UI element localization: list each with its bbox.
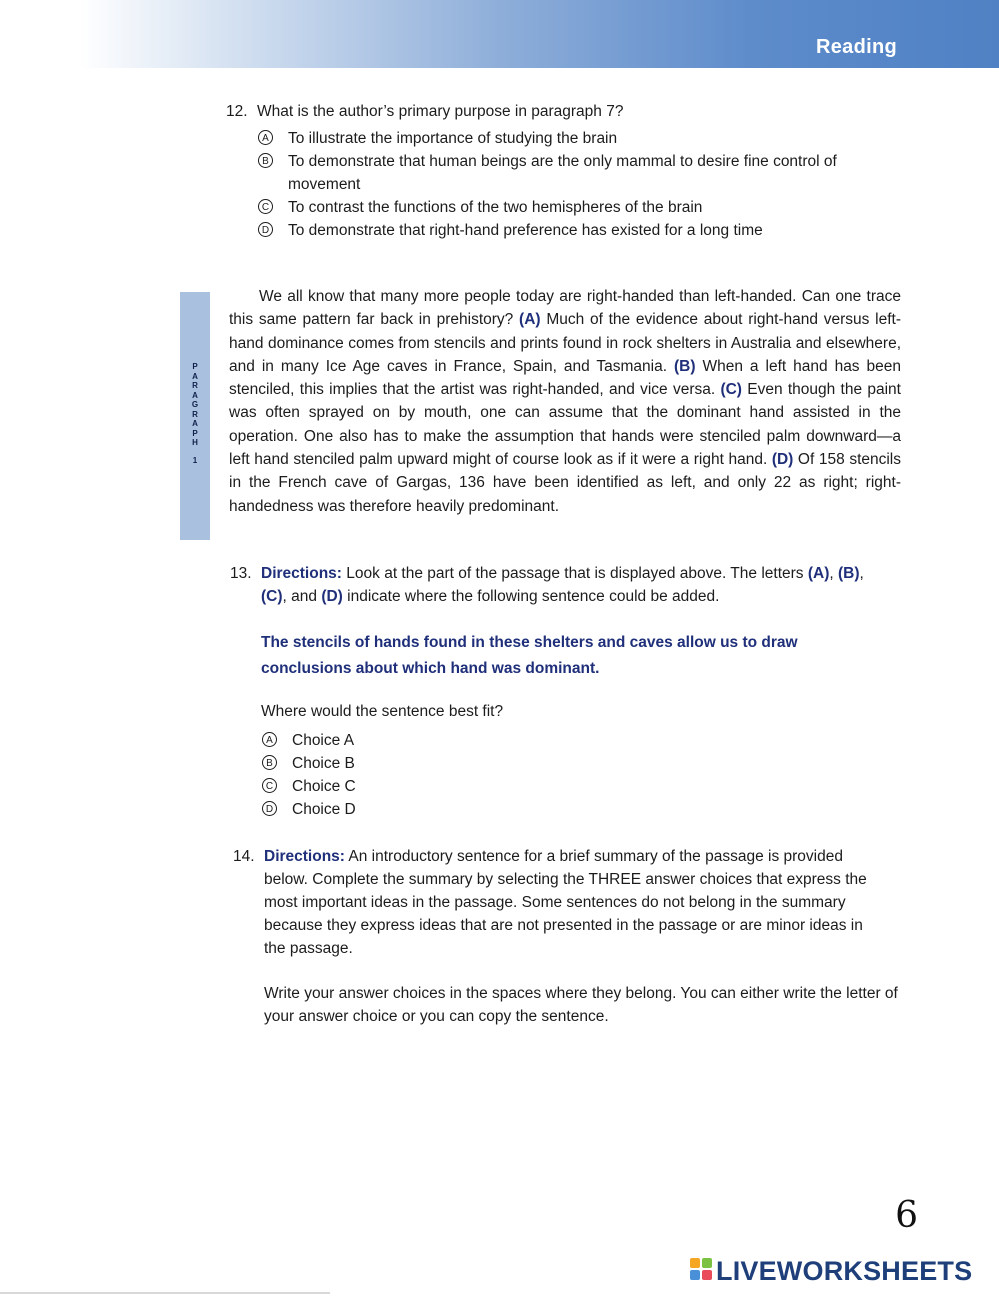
answer-instructions: Write your answer choices in the spaces where they belong. You can either write the letter of your answer choice or you can copy the sentence. — [264, 985, 898, 1025]
marker-ref: (B) — [838, 565, 860, 582]
label-letter: R — [192, 381, 198, 390]
question-text: What is the author’s primary purpose in paragraph 7? — [257, 103, 624, 120]
paragraph-side-label — [180, 292, 210, 540]
divider — [0, 1292, 330, 1294]
directions-label: Directions: — [264, 848, 345, 865]
directions-text: An introductory sentence for a brief summary of the passage is provided below. Complete the summary by selecting the THREE answer choices that express the most important ideas in the passage. Some sentences do not belong in the summary because they express ideas that are not presented in the passage or are minor ideas in the passage. — [264, 848, 867, 957]
option-a[interactable] — [257, 127, 886, 150]
option-a[interactable] — [261, 729, 892, 752]
liveworksheets-logo-icon — [690, 1258, 712, 1280]
marker-ref: (D) — [321, 588, 343, 605]
separator: , — [859, 565, 864, 582]
option-b[interactable] — [261, 752, 892, 775]
radio-circle[interactable]: D — [262, 801, 277, 816]
directions — [264, 845, 876, 960]
option-c[interactable] — [261, 775, 892, 798]
question-number: 13. — [230, 565, 252, 582]
option-text: Choice B — [292, 755, 355, 772]
passage-text: We all know that many more people today are right-handed than left-handed. Can one trace this same pattern far back in prehistory? — [229, 288, 901, 329]
label-letter: A — [192, 419, 198, 428]
option-b[interactable] — [257, 150, 886, 196]
label-letter: A — [192, 390, 198, 400]
passage-text: Of 158 stencils in the French cave of Gargas, 136 have been identified as left, and only 22 as right; right-handedness was therefore heavily predominant. — [229, 451, 902, 515]
radio-circle[interactable]: D — [258, 222, 273, 237]
option-d[interactable] — [261, 798, 892, 821]
question-14 — [233, 845, 905, 1028]
passage-text: Much of the evidence about right-hand versus left-hand dominance comes from stencils and prints found in rock shelters in Australia and elsewhere, and in many Ice Age caves in France, Spain, and Tasmania. — [229, 311, 901, 375]
page-number: 6 — [895, 1195, 918, 1236]
passage-text: Even though the paint was often sprayed on by mouth, one can assume that the dominant hand assisted in the operation. One also has to make the assumption that hands were stenciled palm downward—a left hand stenciled palm upward might of course look as if it were a right hand. — [229, 381, 901, 469]
option-text: Choice C — [292, 778, 356, 795]
separator: , — [829, 565, 838, 582]
insert-marker-d: (D) — [771, 451, 794, 469]
passage-text: When a left hand has been stenciled, this implies that the artist was right-handed, and vice versa. — [229, 357, 901, 399]
insert-marker-a: (A) — [519, 311, 541, 329]
question-prompt: Where would the sentence best fit? — [261, 703, 504, 720]
question-number: 12. — [226, 103, 248, 120]
paragraph-label — [180, 362, 210, 465]
radio-circle[interactable]: C — [262, 778, 277, 793]
option-text: To contrast the functions of the two hemispheres of the brain — [288, 199, 703, 216]
radio-circle[interactable]: B — [258, 153, 273, 168]
radio-circle[interactable]: A — [258, 130, 273, 145]
directions-label: Directions: — [261, 565, 342, 582]
directions-text: indicate where the following sentence could be added. — [342, 588, 720, 605]
question-number: 14. — [233, 848, 255, 865]
directions — [261, 562, 892, 608]
option-text: To illustrate the importance of studying the brain — [288, 130, 618, 147]
insert-sentence: The stencils of hands found in these shelters and caves allow us to draw conclusions about which hand was dominant. — [261, 634, 798, 677]
label-number: 1 — [192, 455, 198, 465]
insert-marker-b: (B) — [674, 357, 696, 375]
label-letter: A — [192, 371, 198, 381]
label-letter: G — [191, 400, 199, 409]
label-letter: P — [192, 362, 198, 371]
header-banner — [0, 0, 999, 68]
option-text: To demonstrate that human beings are the only mammal to desire fine control of movement — [288, 153, 837, 193]
directions-text: Look at the part of the passage that is displayed above. The letters — [341, 565, 808, 582]
option-text: To demonstrate that right-hand preference has existed for a long time — [288, 222, 763, 239]
insert-marker-c: (C) — [720, 381, 742, 399]
option-text: Choice D — [292, 801, 356, 818]
marker-ref: (C) — [261, 588, 283, 605]
radio-circle[interactable]: B — [262, 755, 277, 770]
label-letter: H — [192, 438, 198, 447]
radio-circle[interactable]: A — [262, 732, 277, 747]
label-letter: P — [192, 428, 198, 438]
option-c[interactable] — [257, 196, 886, 219]
marker-ref: (A) — [807, 565, 830, 582]
question-12 — [226, 100, 886, 242]
option-d[interactable] — [257, 219, 886, 242]
radio-circle[interactable]: C — [258, 199, 273, 214]
question-13 — [230, 562, 892, 821]
passage-paragraph — [229, 285, 901, 518]
option-text: Choice A — [292, 732, 355, 749]
separator: , and — [282, 588, 322, 605]
brand-name: LIVEWORKSHEETS — [716, 1256, 973, 1286]
label-letter: R — [192, 409, 198, 419]
section-title: Reading — [816, 36, 897, 58]
